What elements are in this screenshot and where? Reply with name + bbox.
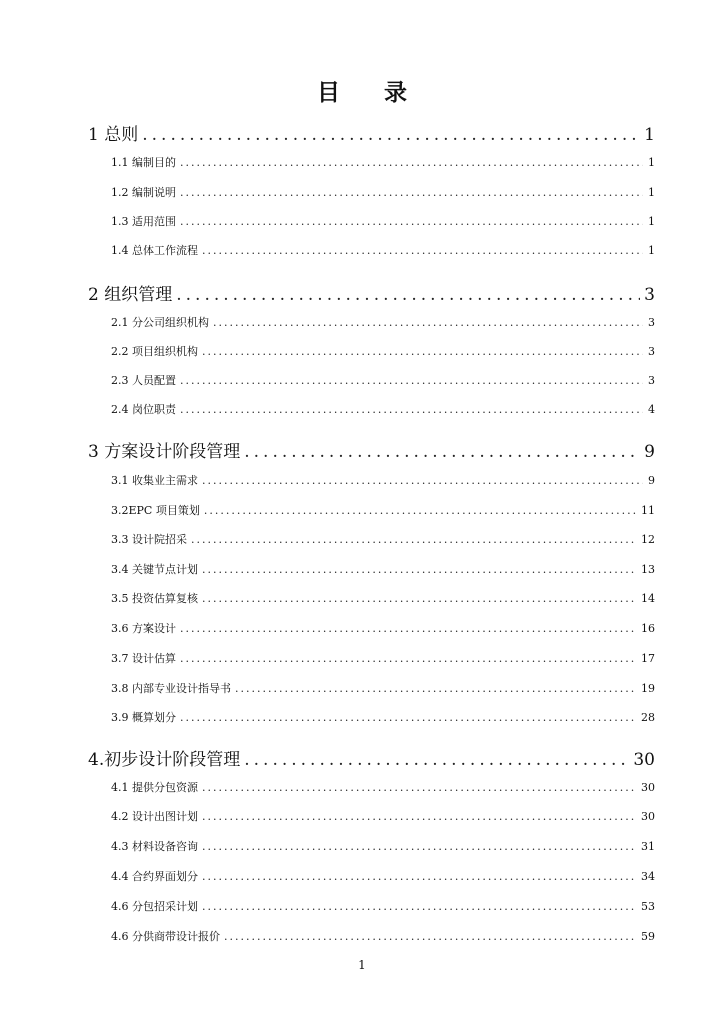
toc-leader-dots (224, 930, 637, 943)
toc-entry-page-number: 1 (644, 125, 655, 145)
toc-entry-label: 2.3 人员配置 (111, 374, 176, 387)
toc-entry-label: 2.2 项目组织机构 (111, 345, 198, 358)
toc-leader-dots (180, 186, 643, 199)
toc-entry-label: 4.6 分供商带设计报价 (111, 930, 220, 943)
toc-entry-label: 2.1 分公司组织机构 (111, 316, 209, 329)
toc-section-entry[interactable] (0, 779, 655, 795)
toc-entry-page-number: 19 (641, 682, 655, 695)
toc-leader-dots (235, 682, 637, 695)
toc-entry-page-number: 11 (641, 504, 655, 517)
toc-leader-dots (202, 870, 637, 883)
toc-section-entry[interactable] (0, 650, 655, 666)
toc-section-entry[interactable] (0, 502, 655, 518)
toc-entry-label: 3.9 概算划分 (111, 711, 176, 724)
toc-leader-dots (176, 285, 640, 305)
toc-section-entry[interactable] (0, 242, 655, 258)
toc-section-entry[interactable] (0, 709, 655, 725)
toc-section-entry[interactable] (0, 680, 655, 696)
toc-entry-label: 1 总则 (88, 125, 139, 145)
toc-chapter-entry[interactable] (0, 437, 655, 462)
toc-leader-dots (180, 156, 643, 169)
toc-entry-label: 1.1 编制目的 (111, 156, 176, 169)
toc-entry-page-number: 14 (641, 592, 655, 605)
toc-entry-page-number: 13 (641, 563, 655, 576)
toc-section-entry[interactable] (0, 928, 655, 944)
toc-entry-label: 3.5 投资估算复核 (111, 592, 198, 605)
toc-leader-dots (180, 374, 643, 387)
toc-section-entry[interactable] (0, 184, 655, 200)
toc-entry-page-number: 9 (644, 442, 655, 462)
toc-entry-label: 3.8 内部专业设计指导书 (111, 682, 231, 695)
toc-section-entry[interactable] (0, 868, 655, 884)
toc-entry-page-number: 1 (648, 156, 655, 169)
toc-entry-page-number: 34 (641, 870, 655, 883)
toc-leader-dots (142, 125, 640, 145)
toc-entry-page-number: 17 (641, 652, 655, 665)
toc-entry-label: 1.3 适用范围 (111, 215, 176, 228)
toc-section-entry[interactable] (0, 838, 655, 854)
toc-entry-label: 3 方案设计阶段管理 (88, 442, 241, 462)
toc-entry-page-number: 59 (641, 930, 655, 943)
toc-leader-dots (180, 403, 643, 416)
toc-entry-label: 4.3 材料设备咨询 (111, 840, 198, 853)
toc-section-entry[interactable] (0, 808, 655, 824)
page-number: 1 (358, 958, 366, 972)
toc-leader-dots (213, 316, 643, 329)
toc-chapter-entry[interactable] (0, 120, 655, 145)
toc-entry-page-number: 1 (648, 244, 655, 257)
toc-entry-label: 4.1 提供分包资源 (111, 781, 198, 794)
toc-leader-dots (180, 215, 643, 228)
toc-leader-dots (180, 622, 637, 635)
toc-entry-label: 2.4 岗位职责 (111, 403, 176, 416)
toc-entry-label: 4.4 合约界面划分 (111, 870, 198, 883)
toc-entry-label: 4.6 分包招采计划 (111, 900, 198, 913)
toc-section-entry[interactable] (0, 472, 655, 488)
toc-entry-label: 3.6 方案设计 (111, 622, 176, 635)
toc-entry-page-number: 4 (648, 403, 655, 416)
toc-leader-dots (204, 504, 637, 517)
toc-leader-dots (180, 652, 637, 665)
toc-leader-dots (202, 900, 637, 913)
toc-entry-label: 1.4 总体工作流程 (111, 244, 198, 257)
toc-leader-dots (202, 840, 637, 853)
toc-section-entry[interactable] (0, 213, 655, 229)
toc-section-entry[interactable] (0, 590, 655, 606)
toc-entry-label: 4.2 设计出图计划 (111, 810, 198, 823)
toc-entry-label: 3.4 关键节点计划 (111, 563, 198, 576)
toc-entry-label: 3.3 设计院招采 (111, 533, 187, 546)
toc-section-entry[interactable] (0, 314, 655, 330)
toc-leader-dots (202, 244, 643, 257)
toc-entry-label: 3.7 设计估算 (111, 652, 176, 665)
toc-section-entry[interactable] (0, 620, 655, 636)
toc-entry-page-number: 16 (641, 622, 655, 635)
toc-entry-page-number: 30 (641, 781, 655, 794)
toc-entry-page-number: 12 (641, 533, 655, 546)
toc-entry-page-number: 53 (641, 900, 655, 913)
toc-leader-dots (191, 533, 637, 546)
toc-entry-label: 3.2EPC 项目策划 (111, 504, 200, 517)
toc-entry-page-number: 1 (648, 215, 655, 228)
toc-entry-page-number: 3 (648, 316, 655, 329)
toc-entry-label: 4.初步设计阶段管理 (88, 750, 241, 770)
toc-entry-label: 3.1 收集业主需求 (111, 474, 198, 487)
toc-section-entry[interactable] (0, 531, 655, 547)
toc-entry-page-number: 3 (648, 345, 655, 358)
toc-entry-page-number: 30 (641, 810, 655, 823)
page-title: 目 录 (316, 80, 425, 106)
toc-entry-page-number: 3 (648, 374, 655, 387)
toc-chapter-entry[interactable] (0, 745, 655, 770)
toc-section-entry[interactable] (0, 154, 655, 170)
toc-section-entry[interactable] (0, 401, 655, 417)
toc-leader-dots (202, 781, 637, 794)
toc-entry-page-number: 3 (644, 285, 655, 305)
toc-leader-dots (202, 810, 637, 823)
toc-section-entry[interactable] (0, 343, 655, 359)
toc-section-entry[interactable] (0, 561, 655, 577)
toc-entry-page-number: 1 (648, 186, 655, 199)
toc-leader-dots (244, 750, 629, 770)
toc-entry-page-number: 30 (633, 750, 655, 770)
toc-leader-dots (202, 345, 643, 358)
toc-entry-page-number: 28 (641, 711, 655, 724)
toc-leader-dots (244, 442, 640, 462)
toc-leader-dots (202, 474, 643, 487)
toc-entry-page-number: 9 (648, 474, 655, 487)
toc-leader-dots (202, 563, 637, 576)
toc-leader-dots (180, 711, 637, 724)
toc-entry-label: 1.2 编制说明 (111, 186, 176, 199)
toc-chapter-entry[interactable] (0, 280, 655, 305)
toc-section-entry[interactable] (0, 372, 655, 388)
toc-entry-page-number: 31 (641, 840, 655, 853)
toc-entry-label: 2 组织管理 (88, 285, 173, 305)
toc-leader-dots (202, 592, 637, 605)
toc-section-entry[interactable] (0, 898, 655, 914)
